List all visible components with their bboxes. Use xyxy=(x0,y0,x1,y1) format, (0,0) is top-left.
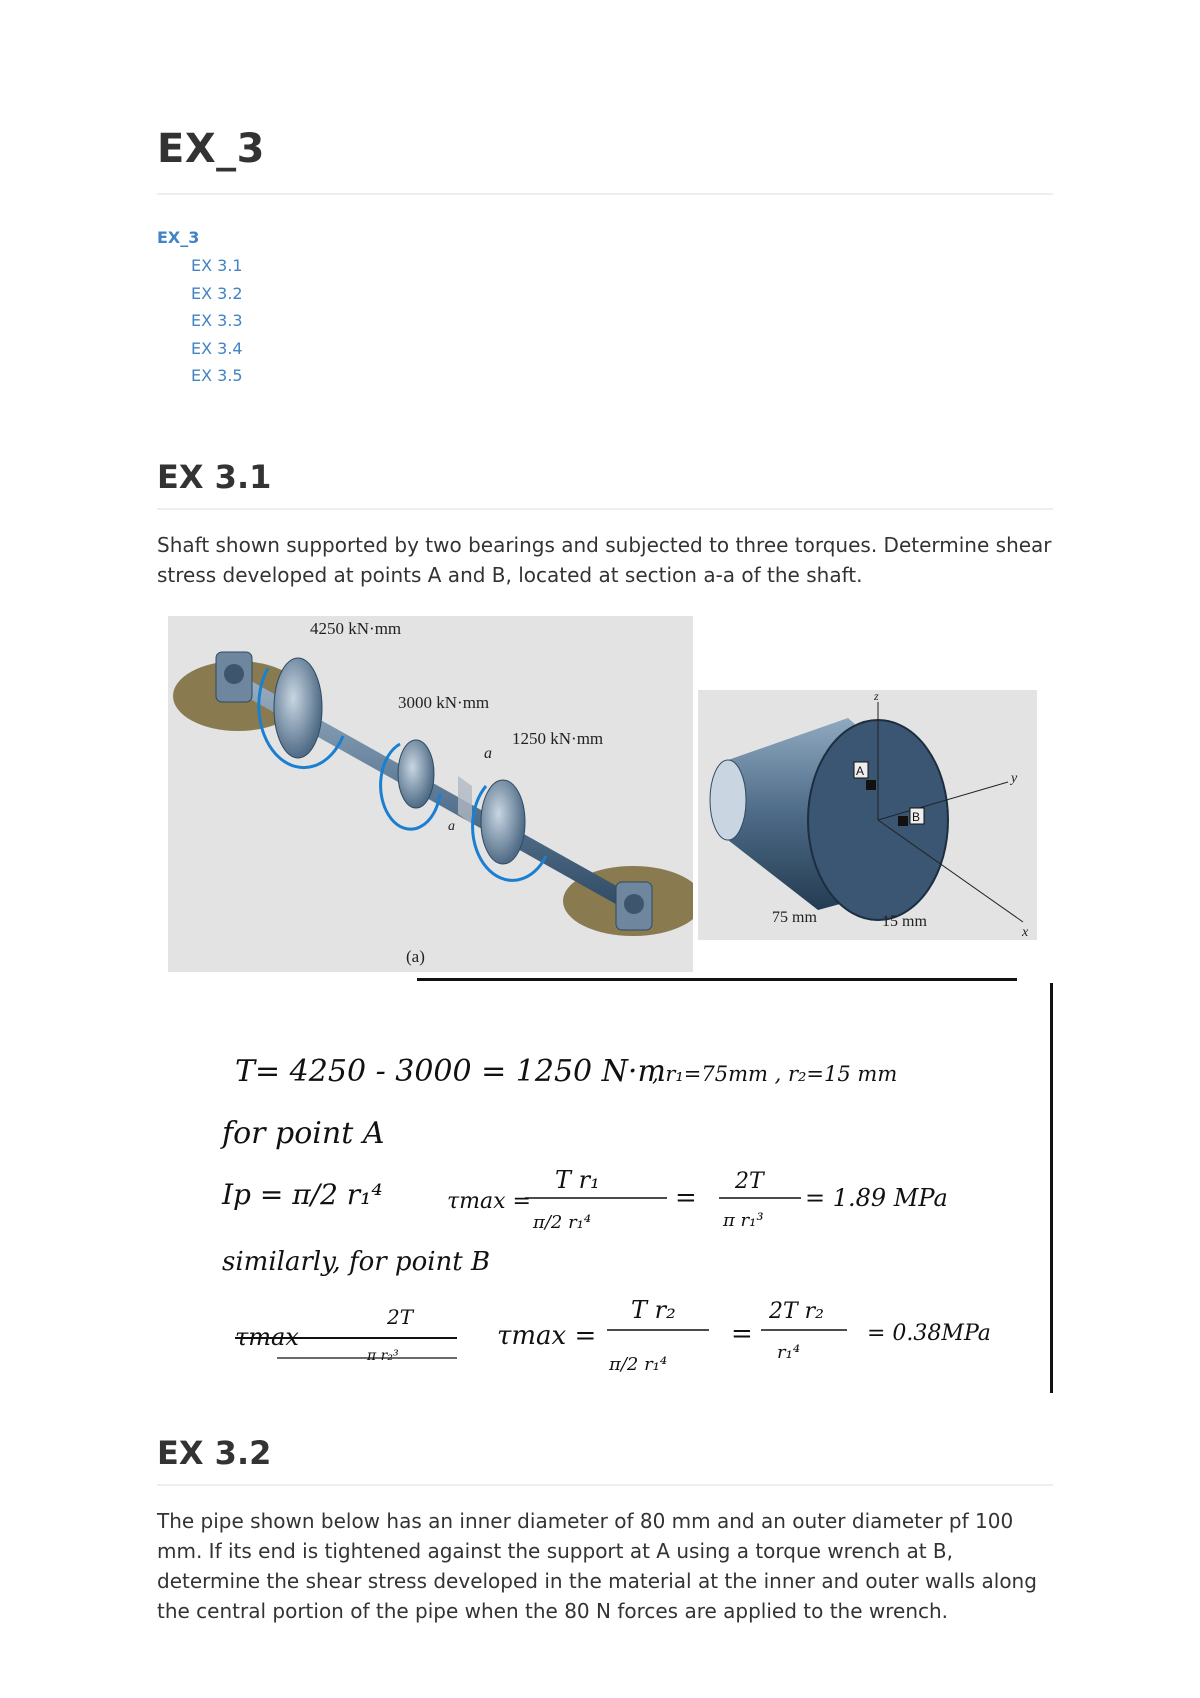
toc-sublist xyxy=(157,256,243,394)
hw-line4: similarly, for point B xyxy=(222,1247,491,1277)
point-b-label: B xyxy=(912,810,921,824)
section-divider xyxy=(157,1484,1053,1486)
handwriting-svg xyxy=(157,978,1053,1396)
toc-item xyxy=(191,284,243,312)
pulley-disk-3 xyxy=(481,780,525,864)
hw-line1-left: T= 4250 - 3000 = 1250 N·m xyxy=(235,1054,666,1089)
hw-two-t-r2: 2T r₂ xyxy=(769,1299,824,1324)
label-section-a-top: a xyxy=(484,745,492,762)
ex3-1-problem-text: Shaft shown supported by two bearings and subjected to three torques. Determine shear stress developed at points A and B, located at section a-a of the shaft. xyxy=(157,533,1052,587)
hw-line2: for point A xyxy=(222,1116,385,1151)
label-section-a-bottom: a xyxy=(448,819,455,834)
title-divider xyxy=(157,193,1053,195)
hw-ip: Ip = π/2 r₁⁴ xyxy=(222,1178,383,1211)
point-a-label: A xyxy=(856,764,865,778)
toc-item xyxy=(191,311,243,339)
page-title: EX_3 xyxy=(157,126,265,172)
ex3-2-problem-text: The pipe shown below has an inner diameter of 80 mm and an outer diameter pf 100 mm. If its end is tightened against the support at A using a torque wrench at B, determine the shear stress developed in the material at the inner and outer walls along the central portion of the pipe when the 80 N forces are applied to the wrench. xyxy=(157,1509,1037,1623)
toc-link-ex3-5[interactable]: EX 3.5 xyxy=(191,366,243,385)
figure-caption: (a) xyxy=(406,947,425,966)
section-divider xyxy=(157,508,1053,510)
hw-pi-r13: π r₁³ xyxy=(723,1210,764,1231)
hw-strike-tau: τmax xyxy=(235,1323,299,1351)
hw-strike-den: π r₂³ xyxy=(367,1348,399,1364)
dimension-15mm: 15 mm xyxy=(882,913,927,930)
toc-item xyxy=(191,339,243,367)
hw-tr2: T r₂ xyxy=(631,1296,676,1324)
toc-link-ex3-1[interactable]: EX 3.1 xyxy=(191,256,243,275)
hw-eq1: = xyxy=(675,1183,697,1213)
table-of-contents xyxy=(157,228,243,394)
axis-z-label: z xyxy=(874,690,879,703)
toc-link-ex3-3[interactable]: EX 3.3 xyxy=(191,311,243,330)
axis-x-label: x xyxy=(1022,925,1029,940)
hw-eq2: = xyxy=(731,1319,753,1349)
cylinder-section-figure xyxy=(698,690,1037,940)
point-b-marker xyxy=(898,816,908,826)
hw-result-a: = 1.89 MPa xyxy=(805,1184,948,1212)
hw-pi-r14: π/2 r₁⁴ xyxy=(533,1212,592,1233)
pulley-disk-1 xyxy=(274,658,322,758)
handwritten-solution xyxy=(157,978,1053,1396)
toc-link-ex3[interactable]: EX_3 xyxy=(157,228,200,247)
point-a-marker xyxy=(866,780,876,790)
toc-link-ex3-4[interactable]: EX 3.4 xyxy=(191,338,243,358)
hw-pi-r14b: π/2 r₁⁴ xyxy=(609,1354,668,1375)
shaft-figure xyxy=(168,616,693,972)
label-torque-3000: 3000 kN·mm xyxy=(398,693,490,712)
hw-two-t: 2T xyxy=(735,1169,764,1194)
hw-tau-max: τmax = xyxy=(447,1189,531,1214)
bearing-right xyxy=(616,882,652,930)
hw-result-b: = 0.38MPa xyxy=(867,1321,991,1346)
hw-strike-num: 2T xyxy=(387,1305,414,1329)
toc-item xyxy=(191,366,243,394)
pulley-disk-2 xyxy=(398,740,434,808)
cylinder-back-end xyxy=(710,760,746,840)
toc-link-ex3-2[interactable]: EX 3.2 xyxy=(191,283,243,303)
label-torque-1250: 1250 kN·mm xyxy=(512,729,604,748)
dimension-75mm: 75 mm xyxy=(772,909,817,926)
bearing-left xyxy=(216,652,252,702)
section-heading-ex3-2: EX 3.2 xyxy=(157,1434,272,1472)
hw-tr1: T r₁ xyxy=(555,1166,600,1194)
toc-item xyxy=(191,256,243,284)
axis-y-label: y xyxy=(1011,771,1018,786)
hw-r14: r₁⁴ xyxy=(777,1342,801,1363)
section-heading-ex3-1: EX 3.1 xyxy=(157,458,272,496)
label-torque-4250: 4250 kN·mm xyxy=(310,619,402,638)
hw-tau-max2: τmax = xyxy=(497,1321,597,1351)
hw-line1-right: , r₁=75mm , r₂=15 mm xyxy=(652,1062,898,1086)
